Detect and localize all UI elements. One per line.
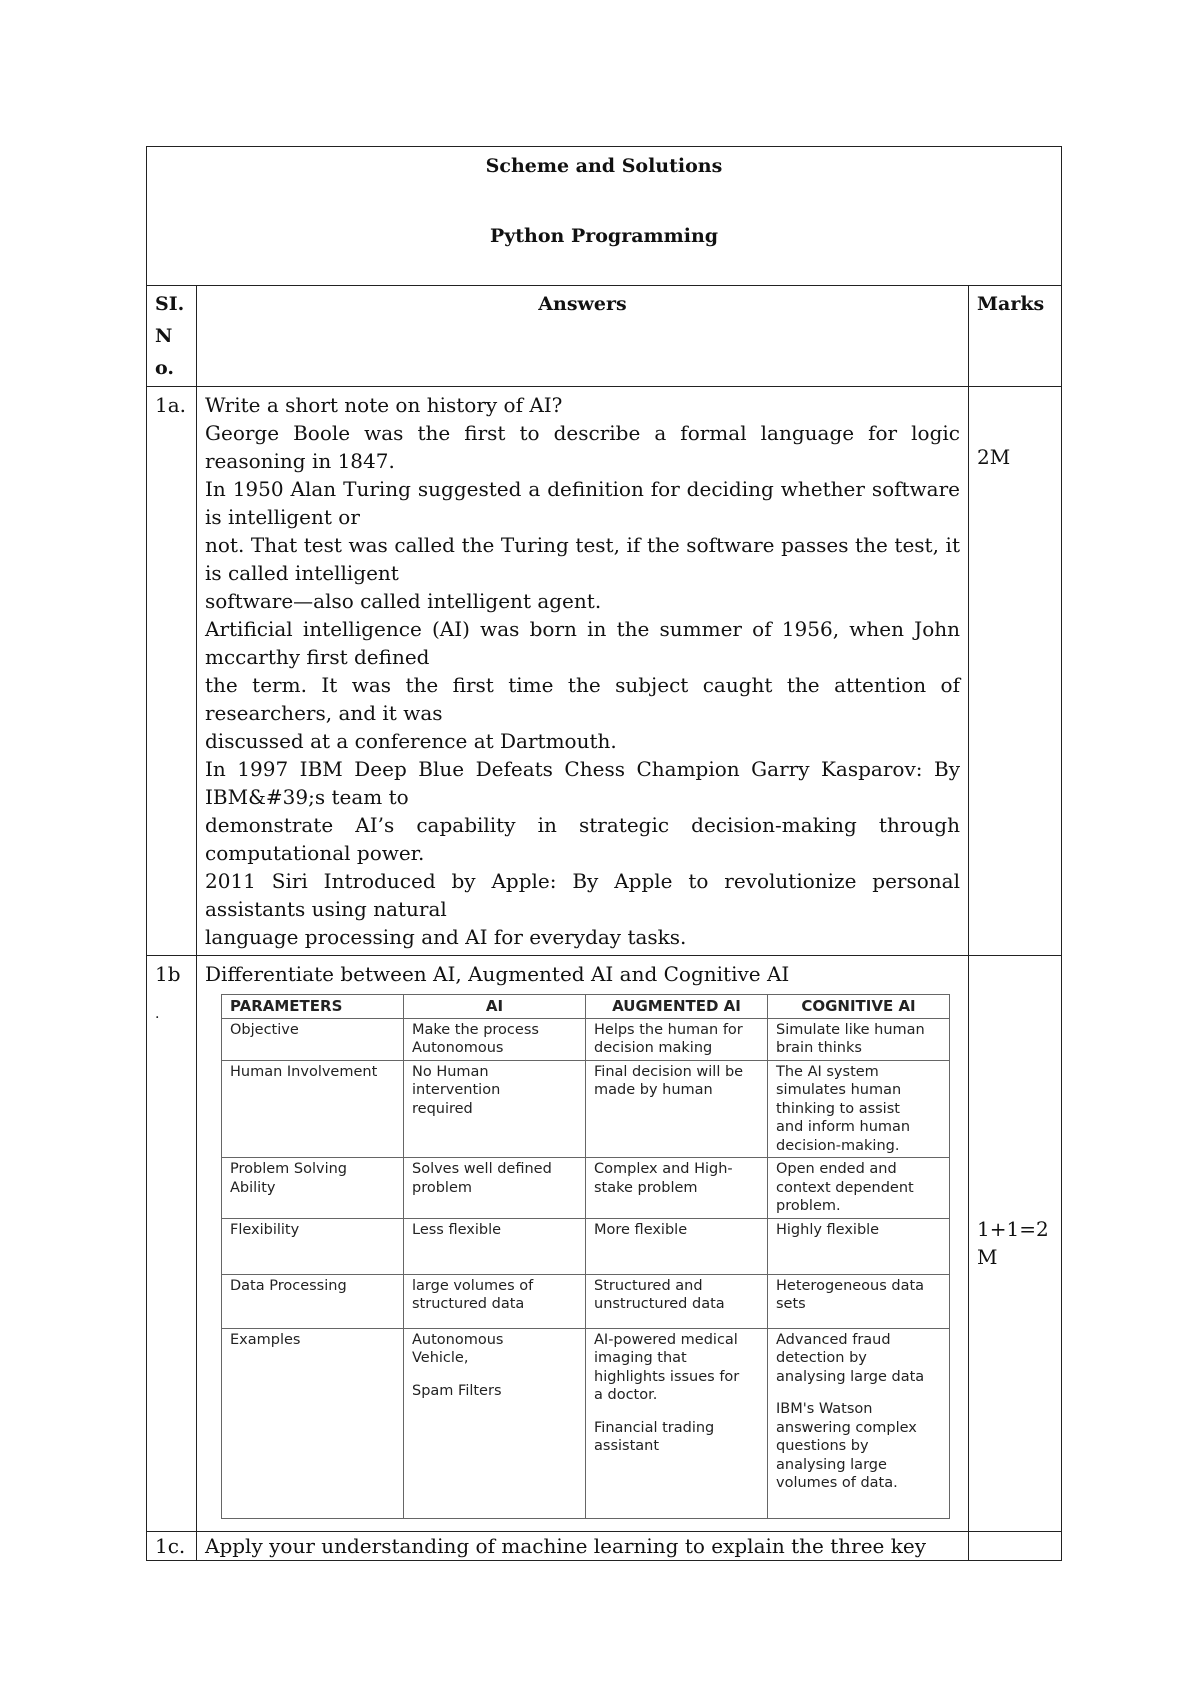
cell-line: AI-powered medical [594, 1331, 738, 1348]
comparison-row [222, 1328, 950, 1518]
cell-line: assistant [594, 1438, 660, 1454]
cell-line: Less flexible [412, 1221, 502, 1238]
cog-cell [768, 1328, 950, 1518]
cell-line: structured data [412, 1296, 525, 1312]
cell-line: sets [776, 1296, 806, 1312]
cell-line: More flexible [594, 1221, 688, 1238]
cell-line: Financial trading [594, 1419, 715, 1436]
cell-line: Vehicle, [412, 1350, 469, 1366]
comparison-header: COGNITIVE AI [768, 995, 950, 1019]
cell-line: questions by [776, 1438, 869, 1454]
question-text: Apply your understanding of machine learning to explain the three key [205, 1533, 927, 1558]
cell-line: highlights issues for [594, 1368, 740, 1385]
cog-cell [768, 1274, 950, 1328]
comparison-header: PARAMETERS [222, 995, 404, 1019]
answer-cell-1a [197, 387, 969, 956]
aug-cell [586, 1274, 768, 1328]
answer-cell-1b [197, 956, 969, 1532]
marks-value: 1+1=2 [977, 1217, 1049, 1242]
cell-line: intervention [412, 1082, 501, 1098]
cell-line: unstructured data [594, 1296, 725, 1312]
sno-header-line: o. [155, 357, 174, 379]
cell-line: Solves well defined [412, 1161, 552, 1177]
cell-line: Complex and High- [594, 1161, 733, 1177]
comparison-row [222, 1158, 950, 1219]
comparison-header: AI [404, 995, 586, 1019]
question-text: Differentiate between AI, Augmented AI and Cognitive AI [205, 962, 790, 986]
answer-line: software—also called intelligent agent. [205, 589, 602, 613]
aug-cell [586, 1328, 768, 1518]
parameter-cell: Objective [222, 1018, 404, 1060]
cell-line: simulates human [776, 1082, 902, 1098]
cell-line: problem [412, 1179, 472, 1196]
answer-cell-1c [197, 1531, 969, 1560]
cell-line: analysing large [776, 1456, 887, 1473]
sno-cell [147, 956, 197, 1532]
parameter-cell: Examples [222, 1328, 404, 1518]
aug-cell [586, 1060, 768, 1158]
cog-cell [768, 1218, 950, 1274]
cell-line: brain thinks [776, 1040, 862, 1056]
question-text: Write a short note on history of AI? [205, 393, 563, 417]
parameter-cell: Problem Solving Ability [222, 1158, 404, 1219]
comparison-row [222, 1274, 950, 1328]
marks-cell-1c [969, 1531, 1062, 1560]
aug-cell [586, 1158, 768, 1219]
cell-line: problem. [776, 1198, 841, 1214]
cell-line: Spam Filters [412, 1382, 502, 1399]
sno-cell: 1c. [147, 1531, 197, 1560]
cell-line: Highly flexible [776, 1221, 880, 1238]
answer-line: not. That test was called the Turing test, if the software passes the test, it is called intelligent [205, 533, 960, 585]
cell-line: Autonomous [412, 1040, 504, 1056]
question-row-1c [147, 1531, 1062, 1560]
sno-header [147, 286, 197, 387]
cell-line: Simulate like human [776, 1021, 925, 1038]
answer-line: 2011 Siri Introduced by Apple: By Apple to revolutionize personal assistants using natural [205, 869, 960, 921]
cell-line: made by human [594, 1082, 713, 1098]
marks-cell-1a: 2M [969, 387, 1062, 956]
cell-line: Autonomous [412, 1331, 504, 1348]
cell-gap [594, 1405, 759, 1419]
comparison-table [221, 994, 950, 1519]
cell-line: Structured and [594, 1277, 703, 1294]
ai-cell [404, 1274, 586, 1328]
cog-cell [768, 1158, 950, 1219]
sno-cell: 1a. [147, 387, 197, 956]
cell-line: decision-making. [776, 1137, 900, 1154]
question-row-1b [147, 956, 1062, 1532]
cog-cell [768, 1060, 950, 1158]
cell-line: detection by [776, 1350, 867, 1366]
answer-line: In 1950 Alan Turing suggested a definition for deciding whether software is intelligent or [205, 477, 960, 529]
cell-line: imaging that [594, 1350, 687, 1366]
answer-line: George Boole was the first to describe a formal language for logic reasoning in 1847. [205, 421, 960, 473]
cell-line: IBM's Watson [776, 1401, 873, 1417]
cell-line: Open ended and [776, 1161, 897, 1177]
subject-title: Python Programming [489, 225, 719, 247]
ai-cell [404, 1018, 586, 1060]
ai-cell [404, 1328, 586, 1518]
cell-line: No Human [412, 1063, 489, 1080]
answer-line: discussed at a conference at Dartmouth. [205, 729, 617, 753]
answer-line: the term. It was the first time the subject caught the attention of researchers, and it was [205, 673, 960, 725]
cell-line: thinking to assist [776, 1100, 900, 1117]
sno-header-line: N [155, 325, 173, 347]
document-title: Scheme and Solutions [485, 155, 723, 177]
marks-unit: M [977, 1245, 998, 1270]
ai-cell [404, 1060, 586, 1158]
cell-gap [776, 1386, 941, 1400]
question-row-1a [147, 387, 1062, 956]
cell-line: required [412, 1100, 473, 1117]
cell-line: large volumes of [412, 1277, 534, 1294]
cell-line: analysing large data [776, 1368, 925, 1385]
comparison-row [222, 1218, 950, 1274]
cell-line: a doctor. [594, 1387, 658, 1403]
answers-header: Answers [197, 286, 969, 387]
cell-line: Make the process [412, 1021, 539, 1038]
ai-cell [404, 1218, 586, 1274]
comparison-row [222, 1018, 950, 1060]
comparison-header-row [222, 995, 950, 1019]
cell-line: The AI system [776, 1063, 879, 1080]
answer-line: language processing and AI for everyday tasks. [205, 925, 687, 949]
cell-line: Helps the human for [594, 1021, 743, 1038]
cell-line: Final decision will be [594, 1063, 744, 1080]
cell-gap [412, 1368, 577, 1382]
aug-cell [586, 1218, 768, 1274]
cell-line: Heterogeneous data [776, 1277, 925, 1294]
ai-cell [404, 1158, 586, 1219]
cell-line: decision making [594, 1040, 713, 1056]
aug-cell [586, 1018, 768, 1060]
cell-line: Advanced fraud [776, 1331, 891, 1348]
cell-line: stake problem [594, 1179, 698, 1196]
answer-line: Artificial intelligence (AI) was born in the summer of 1956, when John mccarthy first defined [205, 617, 960, 669]
marks-cell-1b [969, 956, 1062, 1532]
header-cell [147, 147, 1062, 286]
column-header-row [147, 286, 1062, 387]
parameter-cell: Human Involvement [222, 1060, 404, 1158]
header-row [147, 147, 1062, 286]
sno-dot: . [155, 1006, 160, 1022]
cell-line: answering complex [776, 1419, 917, 1436]
cell-line: and inform human [776, 1119, 911, 1135]
scheme-table [146, 146, 1062, 1561]
comparison-table-image [221, 994, 952, 1519]
sno-label: 1b [155, 962, 181, 986]
cog-cell [768, 1018, 950, 1060]
sno-header-line: SI. [155, 293, 185, 315]
parameter-cell: Data Processing [222, 1274, 404, 1328]
comparison-header: AUGMENTED AI [586, 995, 768, 1019]
cell-line: context dependent [776, 1179, 914, 1196]
parameter-cell: Flexibility [222, 1218, 404, 1274]
comparison-row [222, 1060, 950, 1158]
cell-line: volumes of data. [776, 1475, 898, 1491]
answer-line: demonstrate AI’s capability in strategic decision-making through computational power. [205, 813, 960, 865]
answer-line: In 1997 IBM Deep Blue Defeats Chess Champion Garry Kasparov: By IBM&#39;s team to [205, 757, 960, 809]
marks-header: Marks [969, 286, 1062, 387]
